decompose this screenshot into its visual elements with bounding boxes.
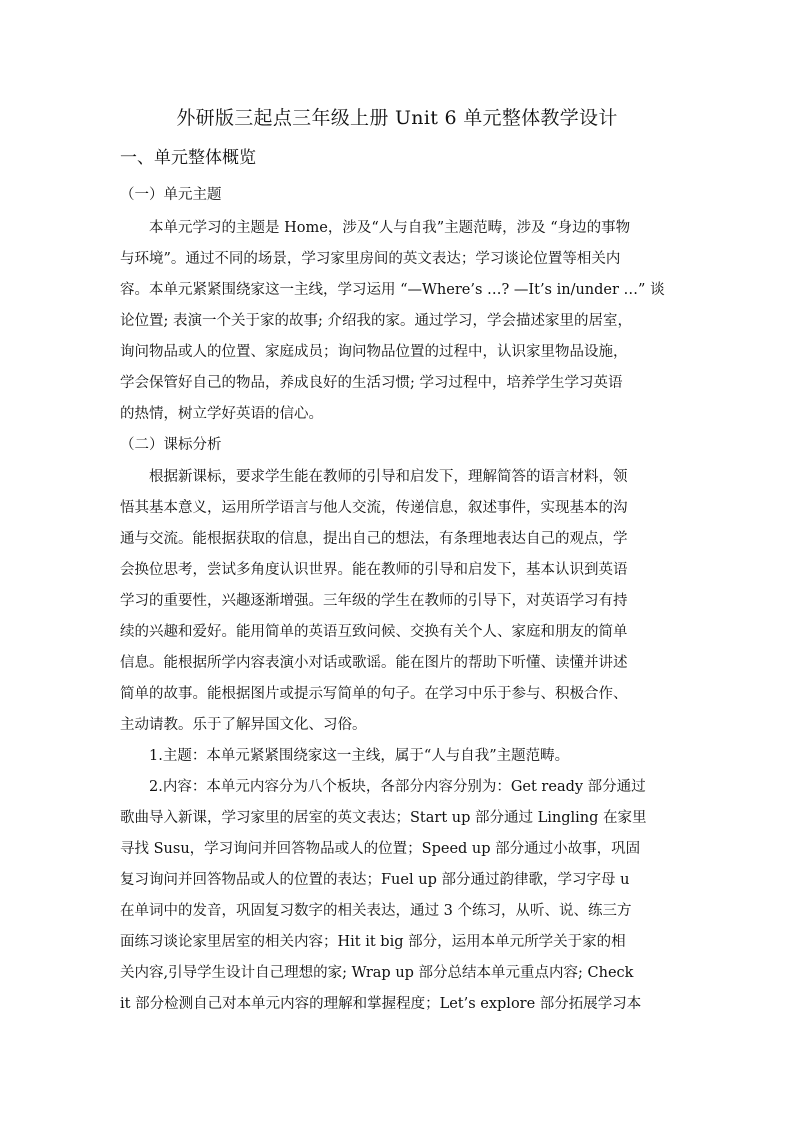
- subsection-heading-theme: （一）单元主题: [120, 187, 222, 203]
- paragraph-line: 容。本单元紧紧围绕家这一主线，学习运用 “—Where’s …? —It’s in/under …” 谈: [120, 282, 665, 298]
- numbered-point-1: 1.主题：本单元紧紧围绕家这一主线，属于“人与自我”主题范畴。: [149, 748, 570, 764]
- document-title: 外研版三起点三年级上册 Unit 6 单元整体教学设计: [176, 107, 618, 129]
- numbered-point-2-line: 复习询问并回答物品或人的位置的表达；Fuel up 部分通过韵律歌，学习字母 u: [120, 872, 630, 888]
- paragraph-line: 与环境”。通过不同的场景，学习家里房间的英文表达；学习谈论位置等相关内: [120, 251, 621, 267]
- paragraph-line: 学习的重要性，兴趣逐渐增强。三年级的学生在教师的引导下，对英语学习有持: [120, 593, 628, 609]
- numbered-point-2-line: it 部分检测自己对本单元内容的理解和掌握程度；Let’s explore 部分拓展学习本: [120, 996, 642, 1012]
- paragraph-line: 的热情，树立学好英语的信心。: [120, 406, 323, 422]
- paragraph-line: 主动请教。乐于了解异国文化、习俗。: [120, 717, 367, 733]
- paragraph-line: 信息。能根据所学内容表演小对话或歌谣。能在图片的帮助下听懂、读懂并讲述: [120, 655, 628, 671]
- numbered-point-2-line: 关内容,引导学生设计自己理想的家; Wrap up 部分总结本单元重点内容; Check: [120, 965, 634, 981]
- numbered-point-2-line: 面练习谈论家里居室的相关内容；Hit it big 部分，运用本单元所学关于家的相: [120, 934, 626, 950]
- numbered-point-2-line: 在单词中的发音，巩固复习数字的相关表达，通过 3 个练习，从听、说、练三方: [120, 903, 632, 919]
- numbered-point-2-line: 2.内容：本单元内容分为八个板块，各部分内容分别为：Get ready 部分通过: [149, 779, 646, 795]
- paragraph-line: 本单元学习的主题是 Home，涉及“人与自我”主题范畴，涉及 “身边的事物: [149, 220, 631, 236]
- subsection-heading-curriculum: （二）课标分析: [120, 437, 222, 453]
- paragraph-line: 悟其基本意义，运用所学语言与他人交流，传递信息，叙述事件，实现基本的沟: [120, 500, 628, 516]
- paragraph-line: 续的兴趣和爱好。能用简单的英语互致问候、交换有关个人、家庭和朋友的简单: [120, 624, 628, 640]
- numbered-point-2-line: 歌曲导入新课，学习家里的居室的英文表达；Start up 部分通过 Lingling 在家里: [120, 810, 647, 826]
- section-heading-overview: 一、单元整体概览: [120, 148, 256, 168]
- paragraph-line: 学会保管好自己的物品，养成良好的生活习惯; 学习过程中，培养学生学习英语: [120, 375, 623, 391]
- paragraph-line: 会换位思考，尝试多角度认识世界。能在教师的引导和启发下，基本认识到英语: [120, 562, 628, 578]
- paragraph-line: 论位置; 表演一个关于家的故事; 介绍我的家。通过学习，学会描述家里的居室，: [120, 313, 632, 329]
- paragraph-line: 简单的故事。能根据图片或提示写简单的句子。在学习中乐于参与、积极合作、: [120, 686, 628, 702]
- paragraph-line: 通与交流。能根据获取的信息，提出自己的想法，有条理地表达自己的观点，学: [120, 531, 628, 547]
- paragraph-line: 根据新课标，要求学生能在教师的引导和启发下，理解简答的语言材料，领: [149, 469, 628, 485]
- numbered-point-2-line: 寻找 Susu，学习询问并回答物品或人的位置；Speed up 部分通过小故事，巩固: [120, 841, 641, 857]
- paragraph-line: 询问物品或人的位置、家庭成员；询问物品位置的过程中，认识家里物品设施，: [120, 344, 628, 360]
